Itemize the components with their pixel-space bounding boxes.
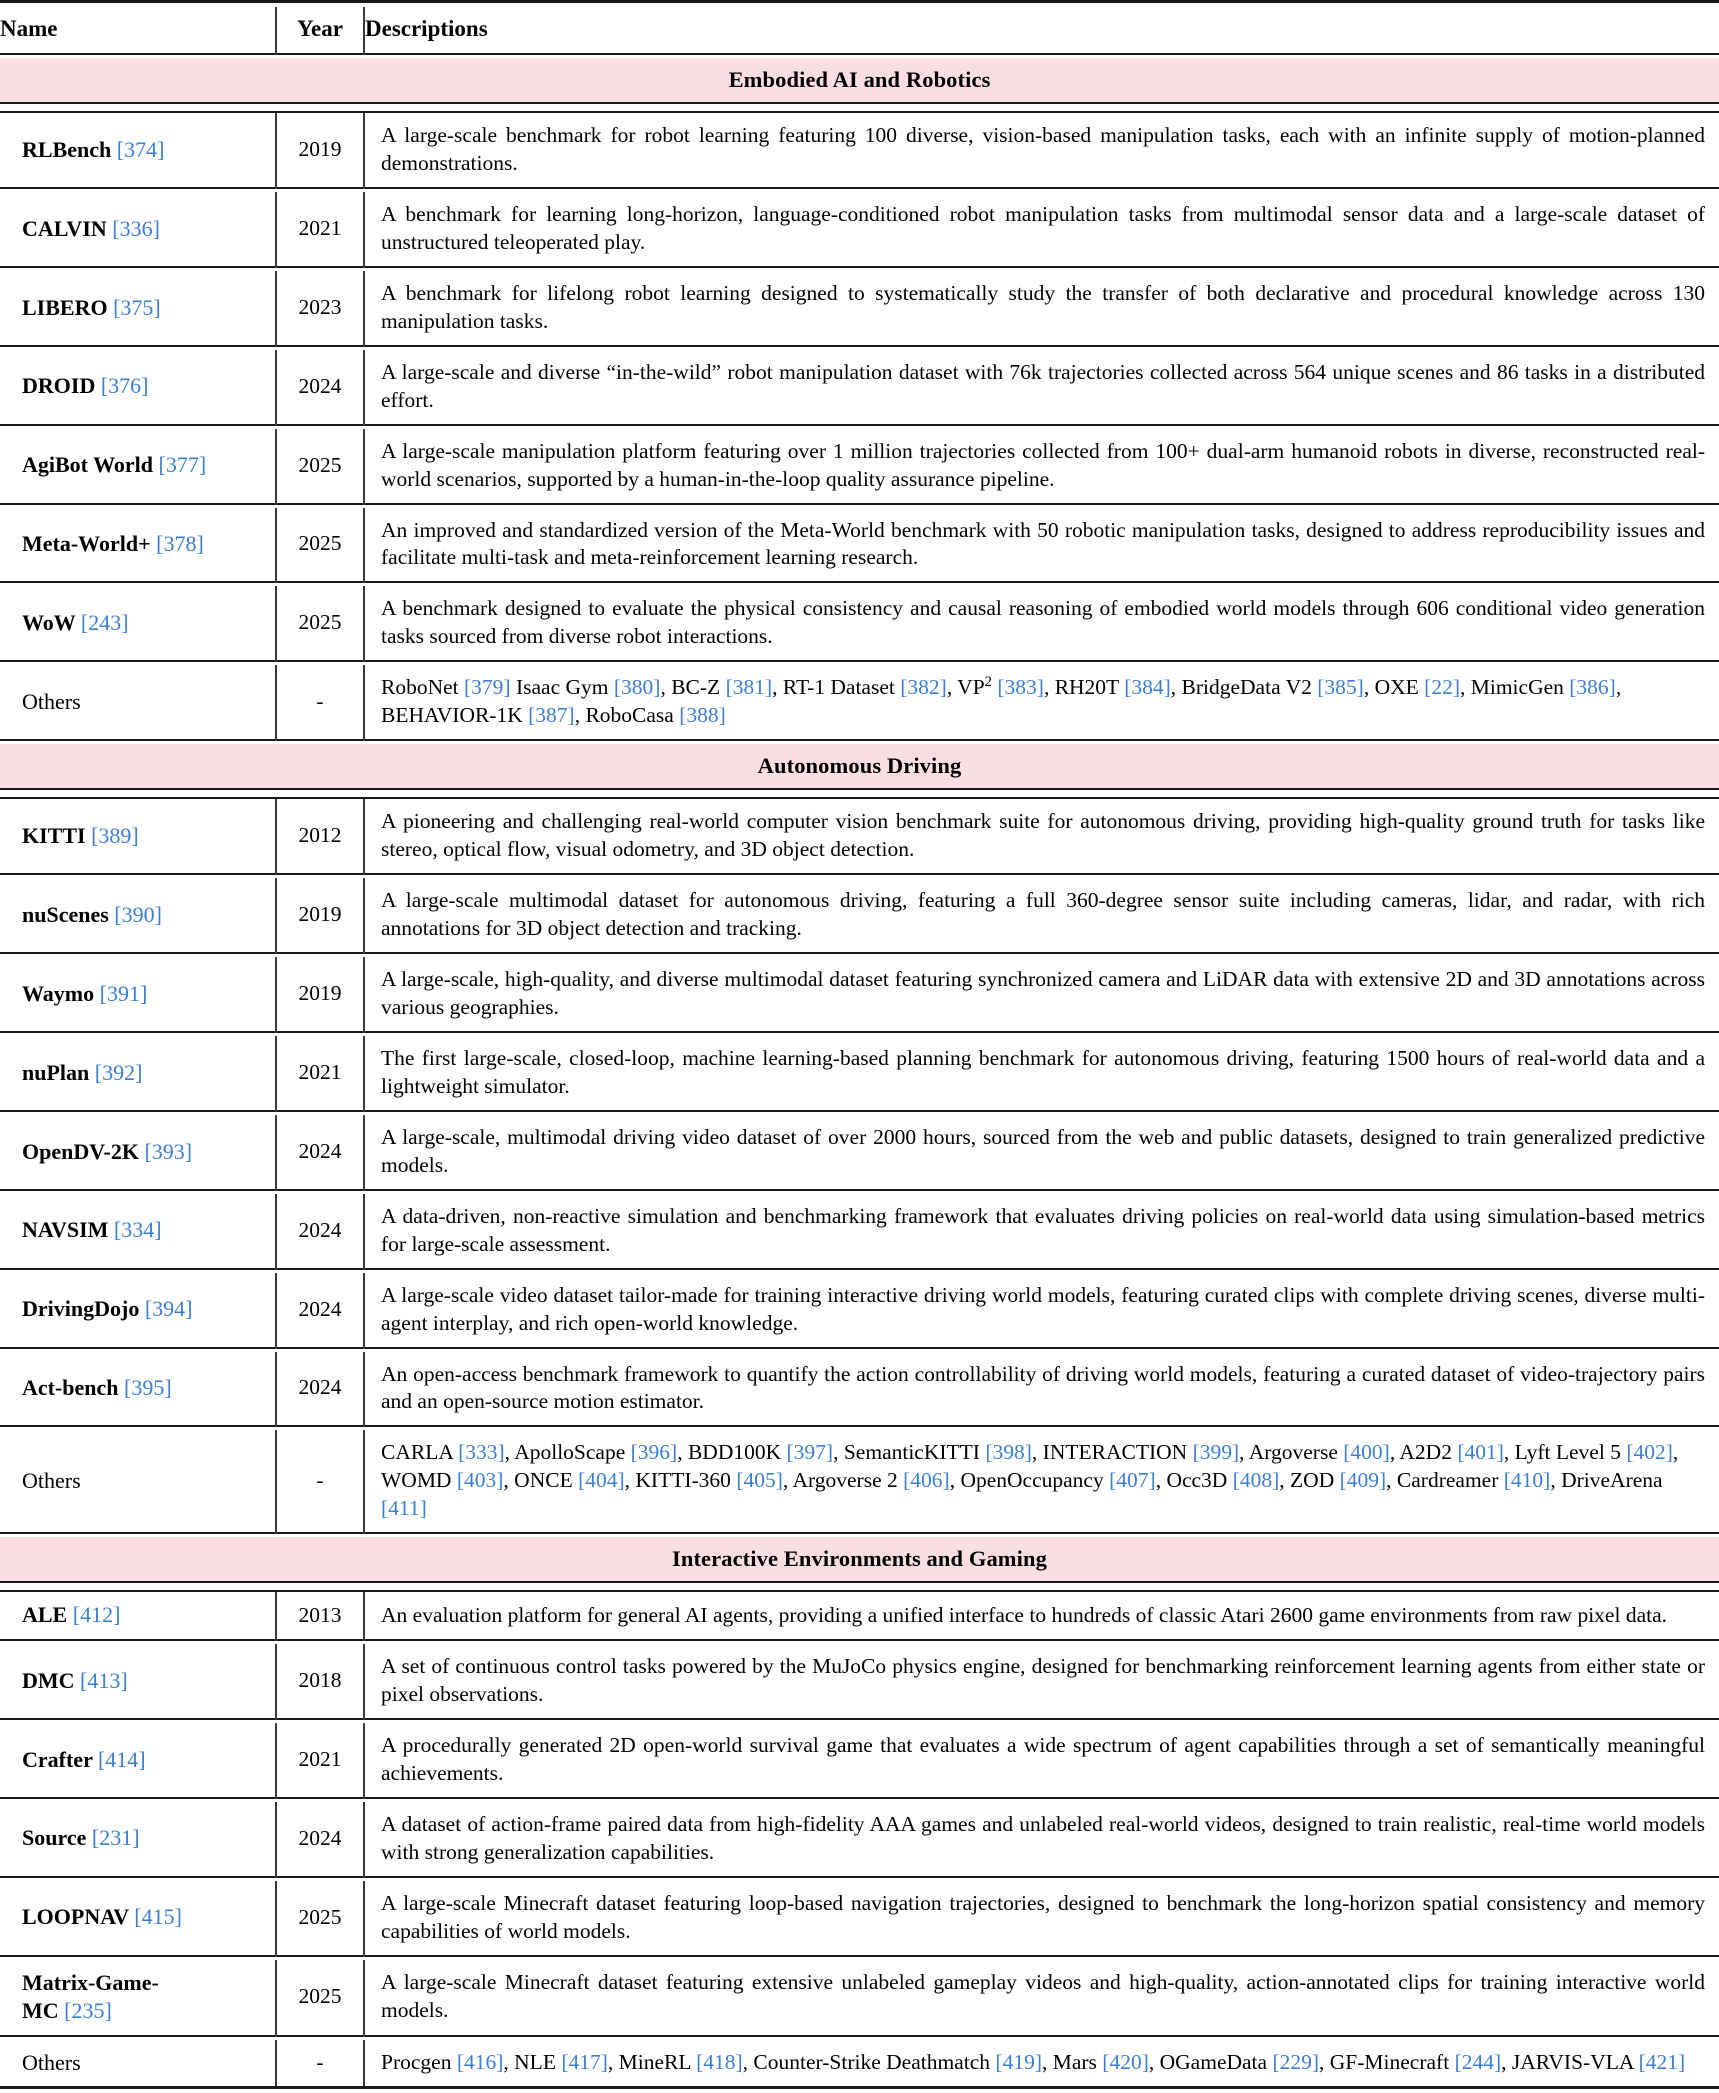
row-name-cell (0, 798, 276, 874)
row-year-cell: 2025 (276, 508, 364, 583)
citation-ref[interactable]: [403] (457, 1468, 504, 1492)
citation-ref[interactable]: [401] (1457, 1440, 1504, 1464)
others-year: - (276, 665, 364, 740)
table-row (0, 1115, 1719, 1190)
row-name-cell (0, 508, 276, 583)
row-description-cell: A data-driven, non-reactive simulation and benchmarking framework that evaluates driving policies on real-world data using simulation-based metrics for large-scale assessment. (364, 1194, 1719, 1269)
citation-ref[interactable]: [396] (631, 1440, 678, 1464)
table-row (0, 798, 1719, 874)
benchmark-name: LIBERO [375] (22, 295, 161, 320)
table-row (0, 508, 1719, 583)
row-description-cell: A benchmark designed to evaluate the physical consistency and causal reasoning of embodied world models through 606 conditional video generation tasks sourced from diverse robot interactions. (364, 586, 1719, 661)
row-name-cell (0, 1036, 276, 1111)
row-name-cell (0, 1591, 276, 1640)
row-year-cell: 2019 (276, 878, 364, 953)
others-label: Others (0, 2040, 276, 2088)
table-row (0, 586, 1719, 661)
citation-ref[interactable]: [231] (92, 1825, 140, 1850)
row-year-cell: 2024 (276, 1352, 364, 1427)
row-year-cell: 2024 (276, 1802, 364, 1877)
citation-ref[interactable]: [390] (114, 902, 162, 927)
row-name-cell (0, 1960, 276, 2036)
row-description-cell: A large-scale and diverse “in-the-wild” robot manipulation dataset with 76k trajectories collected across 564 unique scenes and 86 tasks in a distributed effort. (364, 350, 1719, 425)
row-year-cell: 2024 (276, 1273, 364, 1348)
row-name-cell (0, 878, 276, 953)
citation-ref[interactable]: [384] (1124, 675, 1171, 699)
row-year-cell: 2025 (276, 1881, 364, 1956)
citation-ref[interactable]: [420] (1102, 2050, 1149, 2074)
row-description-cell: A large-scale benchmark for robot learning featuring 100 diverse, vision-based manipulation tasks, each with an infinite supply of motion-planned demonstrations. (364, 112, 1719, 188)
section-title: Interactive Environments and Gaming (0, 1537, 1719, 1582)
others-year: - (276, 2040, 364, 2088)
benchmark-name: WoW [243] (22, 610, 129, 635)
citation-ref[interactable]: [418] (696, 2050, 743, 2074)
others-row (0, 1430, 1719, 1533)
citation-ref[interactable]: [406] (903, 1468, 950, 1492)
section-header-1 (0, 744, 1719, 789)
citation-ref[interactable]: [229] (1272, 2050, 1319, 2074)
benchmark-name: DMC [413] (22, 1668, 128, 1693)
column-header-descriptions: Descriptions (364, 7, 1719, 54)
citation-ref[interactable]: [336] (112, 216, 160, 241)
row-name-cell (0, 1723, 276, 1798)
others-row (0, 2040, 1719, 2088)
others-row (0, 665, 1719, 740)
table-row (0, 429, 1719, 504)
column-header-year: Year (276, 7, 364, 54)
citation-ref[interactable]: [387] (528, 703, 575, 727)
row-name-cell (0, 1115, 276, 1190)
table-row (0, 1802, 1719, 1877)
table-row (0, 112, 1719, 188)
row-description-cell: A large-scale, multimodal driving video dataset of over 2000 hours, sourced from the web and public datasets, designed to train generalized predictive models. (364, 1115, 1719, 1190)
section-double-rule-1 (0, 789, 1719, 798)
citation-ref[interactable]: [400] (1343, 1440, 1390, 1464)
others-year: - (276, 1430, 364, 1533)
citation-ref[interactable]: [408] (1233, 1468, 1280, 1492)
row-name-cell (0, 112, 276, 188)
citation-ref[interactable]: [402] (1626, 1440, 1673, 1464)
row-year-cell: 2025 (276, 586, 364, 661)
table-row (0, 1644, 1719, 1719)
row-description-cell: An open-access benchmark framework to quantify the action controllability of driving world models, featuring a curated dataset of video-trajectory pairs and an open-source motion estimator. (364, 1352, 1719, 1427)
row-name-cell (0, 1194, 276, 1269)
row-year-cell: 2012 (276, 798, 364, 874)
citation-ref[interactable]: [413] (80, 1668, 128, 1693)
citation-ref[interactable]: [421] (1639, 2050, 1686, 2074)
row-year-cell: 2019 (276, 112, 364, 188)
row-description-cell: A dataset of action-frame paired data from high-fidelity AAA games and unlabeled real-world videos, designed to train realistic, real-time world models with strong generalization capabilities. (364, 1802, 1719, 1877)
row-year-cell: 2018 (276, 1644, 364, 1719)
benchmark-name: Source [231] (22, 1825, 140, 1850)
row-description-cell: A large-scale, high-quality, and diverse multimodal dataset featuring synchronized camera and LiDAR data with extensive 2D and 3D annotations across various geographies. (364, 957, 1719, 1032)
table-row (0, 1036, 1719, 1111)
row-description-cell: A large-scale manipulation platform featuring over 1 million trajectories collected from 100+ dual-arm humanoid robots in diverse, reconstructed real-world scenarios, supported by a human-in-the-loop quality assurance pipeline. (364, 429, 1719, 504)
table-row (0, 1273, 1719, 1348)
citation-ref[interactable]: [419] (995, 2050, 1042, 2074)
row-year-cell: 2024 (276, 350, 364, 425)
benchmark-name: nuPlan [392] (22, 1060, 142, 1085)
citation-ref[interactable]: [334] (114, 1217, 162, 1242)
citation-ref[interactable]: [22] (1424, 675, 1460, 699)
citation-ref[interactable]: [393] (144, 1139, 192, 1164)
row-name-cell (0, 429, 276, 504)
citation-ref[interactable]: [395] (124, 1375, 172, 1400)
table-row (0, 1881, 1719, 1956)
citation-ref[interactable]: [398] (985, 1440, 1032, 1464)
others-items-cell: CARLA [333], ApolloScape [396], BDD100K [397], SemanticKITTI [398], INTERACTION [399], Argoverse [400], A2D2 [401], Lyft Level 5 [402], WOMD [403], ONCE [404], KITTI-360 [405], Argoverse 2 [406], OpenOccupancy [407], Occ3D [408], ZOD [409], Cardreamer [410], DriveArena [411] (364, 1430, 1719, 1533)
citation-ref[interactable]: [399] (1193, 1440, 1240, 1464)
row-name-cell (0, 1644, 276, 1719)
benchmark-name: ALE [412] (22, 1602, 120, 1627)
row-year-cell: 2025 (276, 429, 364, 504)
row-name-cell (0, 586, 276, 661)
citation-ref[interactable]: [375] (113, 295, 161, 320)
citation-ref[interactable]: [397] (787, 1440, 834, 1464)
row-description-cell: A large-scale multimodal dataset for autonomous driving, featuring a full 360-degree sensor suite including cameras, lidar, and radar, with rich annotations for 3D object detection and tracking. (364, 878, 1719, 953)
citation-ref[interactable]: [379] (464, 675, 511, 699)
citation-ref[interactable]: [333] (458, 1440, 505, 1464)
column-header-name: Name (0, 7, 276, 54)
citation-ref[interactable]: [383] (992, 675, 1044, 699)
row-description-cell: A pioneering and challenging real-world computer vision benchmark suite for autonomous driving, providing high-quality ground truth for tasks like stereo, optical flow, visual odometry, and 3D object detection. (364, 798, 1719, 874)
citation-ref[interactable]: [405] (736, 1468, 783, 1492)
section-double-rule-2 (0, 1582, 1719, 1591)
row-year-cell: 2025 (276, 1960, 364, 2036)
citation-ref[interactable]: [376] (101, 373, 149, 398)
row-description-cell: A large-scale Minecraft dataset featuring extensive unlabeled gameplay videos and high-quality, action-annotated clips for training interactive world models. (364, 1960, 1719, 2036)
row-description-cell: A procedurally generated 2D open-world survival game that evaluates a wide spectrum of agent capabilities through a set of semantically meaningful achievements. (364, 1723, 1719, 1798)
row-name-cell (0, 957, 276, 1032)
citation-ref[interactable]: [235] (64, 1998, 112, 2023)
citation-ref[interactable]: [404] (578, 1468, 625, 1492)
row-description-cell: A benchmark for learning long-horizon, language-conditioned robot manipulation tasks from multimodal sensor data and a large-scale dataset of unstructured teleoperated play. (364, 192, 1719, 267)
others-label: Others (0, 665, 276, 740)
citation-ref[interactable]: [388] (679, 703, 726, 727)
row-name-cell (0, 1273, 276, 1348)
row-name-cell (0, 1802, 276, 1877)
citation-ref[interactable]: [377] (159, 452, 207, 477)
section-end-rule-2 (0, 2088, 1719, 2093)
section-double-rule-0 (0, 103, 1719, 112)
table-row (0, 1723, 1719, 1798)
row-description-cell: A benchmark for lifelong robot learning designed to systematically study the transfer of both declarative and procedural knowledge across 130 manipulation tasks. (364, 271, 1719, 346)
citation-ref[interactable]: [386] (1569, 675, 1616, 699)
table-header-row (0, 7, 1719, 54)
benchmark-name: DrivingDojo [394] (22, 1296, 192, 1321)
row-year-cell: 2024 (276, 1194, 364, 1269)
table-row (0, 1591, 1719, 1640)
row-year-cell: 2013 (276, 1591, 364, 1640)
superscript: 2 (985, 674, 992, 690)
row-year-cell: 2021 (276, 1036, 364, 1111)
citation-ref[interactable]: [407] (1109, 1468, 1156, 1492)
benchmark-name: LOOPNAV [415] (22, 1904, 182, 1929)
benchmark-name: OpenDV-2K [393] (22, 1139, 192, 1164)
citation-ref[interactable]: [410] (1504, 1468, 1551, 1492)
row-name-cell (0, 271, 276, 346)
benchmark-name: Act-bench [395] (22, 1375, 172, 1400)
row-description-cell: An evaluation platform for general AI agents, providing a unified interface to hundreds of classic Atari 2600 game environments from raw pixel data. (364, 1591, 1719, 1640)
benchmark-name: NAVSIM [334] (22, 1217, 162, 1242)
citation-ref[interactable]: [385] (1317, 675, 1364, 699)
citation-ref[interactable]: [380] (614, 675, 661, 699)
row-year-cell: 2021 (276, 192, 364, 267)
row-description-cell: An improved and standardized version of the Meta-World benchmark with 50 robotic manipulation tasks, designed to address reproducibility issues and facilitate multi-task and meta-reinforcement learning research. (364, 508, 1719, 583)
benchmark-name: Meta-World+ [378] (22, 531, 204, 556)
citation-ref[interactable]: [417] (561, 2050, 608, 2074)
citation-ref[interactable]: [392] (95, 1060, 143, 1085)
citation-ref[interactable]: [394] (145, 1296, 193, 1321)
row-description-cell: The first large-scale, closed-loop, machine learning-based planning benchmark for autonomous driving, featuring 1500 hours of real-world data and a lightweight simulator. (364, 1036, 1719, 1111)
row-name-cell (0, 1881, 276, 1956)
section-header-2 (0, 1537, 1719, 1582)
citation-ref[interactable]: [382] (900, 675, 947, 699)
table-body (0, 2, 1719, 2093)
row-name-cell (0, 350, 276, 425)
table-row (0, 878, 1719, 953)
citation-ref[interactable]: [415] (134, 1904, 182, 1929)
row-year-cell: 2024 (276, 1115, 364, 1190)
benchmark-name: Waymo [391] (22, 981, 147, 1006)
benchmark-name: AgiBot World [377] (22, 452, 206, 477)
row-year-cell: 2019 (276, 957, 364, 1032)
table-row (0, 271, 1719, 346)
benchmark-name: Crafter [414] (22, 1747, 146, 1772)
row-year-cell: 2021 (276, 1723, 364, 1798)
citation-ref[interactable]: [409] (1340, 1468, 1387, 1492)
others-label: Others (0, 1430, 276, 1533)
others-items-cell: RoboNet [379] Isaac Gym [380], BC-Z [381], RT-1 Dataset [382], $VP^2$ [383], RH20T [384], BridgeData V2 [385], OXE [22], MimicGen [386], BEHAVIOR-1K [387], RoboCasa [388] (364, 665, 1719, 740)
row-description-cell: A large-scale Minecraft dataset featuring loop-based navigation trajectories, designed to benchmark the long-horizon spatial consistency and memory capabilities of world models. (364, 1881, 1719, 1956)
benchmark-name: nuScenes [390] (22, 902, 162, 927)
citation-ref[interactable]: [416] (457, 2050, 504, 2074)
citation-ref[interactable]: [414] (98, 1747, 146, 1772)
table-row (0, 1194, 1719, 1269)
row-name-cell (0, 192, 276, 267)
row-name-cell (0, 1352, 276, 1427)
row-description-cell: A set of continuous control tasks powered by the MuJoCo physics engine, designed for benchmarking reinforcement learning agents from either state or pixel observations. (364, 1644, 1719, 1719)
benchmark-name: KITTI [389] (22, 823, 139, 848)
table-row (0, 1352, 1719, 1427)
citation-ref[interactable]: [244] (1455, 2050, 1502, 2074)
table-row (0, 1960, 1719, 2036)
benchmark-name: DROID [376] (22, 373, 149, 398)
citation-ref[interactable]: [381] (726, 675, 773, 699)
section-title: Autonomous Driving (0, 744, 1719, 789)
section-title: Embodied AI and Robotics (0, 58, 1719, 103)
benchmark-name: RLBench [374] (22, 137, 164, 162)
section-header-0 (0, 58, 1719, 103)
others-items-cell: Procgen [416], NLE [417], MineRL [418], Counter-Strike Deathmatch [419], Mars [420], OGameData [229], GF-Minecraft [244], JARVIS-VLA [421] (364, 2040, 1719, 2088)
benchmark-name: Matrix-Game- MC [235] (22, 1970, 159, 2024)
citation-ref[interactable]: [412] (73, 1602, 121, 1627)
citation-ref[interactable]: [378] (156, 531, 204, 556)
citation-ref[interactable]: [374] (117, 137, 165, 162)
citation-ref[interactable]: [391] (100, 981, 148, 1006)
table-row (0, 957, 1719, 1032)
table-row (0, 350, 1719, 425)
benchmark-name: CALVIN [336] (22, 216, 160, 241)
table-row (0, 192, 1719, 267)
row-year-cell: 2023 (276, 271, 364, 346)
row-description-cell: A large-scale video dataset tailor-made for training interactive driving world models, featuring curated clips with complete driving scenes, diverse multi-agent interplay, and rich open-world knowledge. (364, 1273, 1719, 1348)
citation-ref[interactable]: [389] (91, 823, 139, 848)
citation-ref[interactable]: [243] (81, 610, 129, 635)
citation-ref[interactable]: [411] (381, 1496, 427, 1520)
